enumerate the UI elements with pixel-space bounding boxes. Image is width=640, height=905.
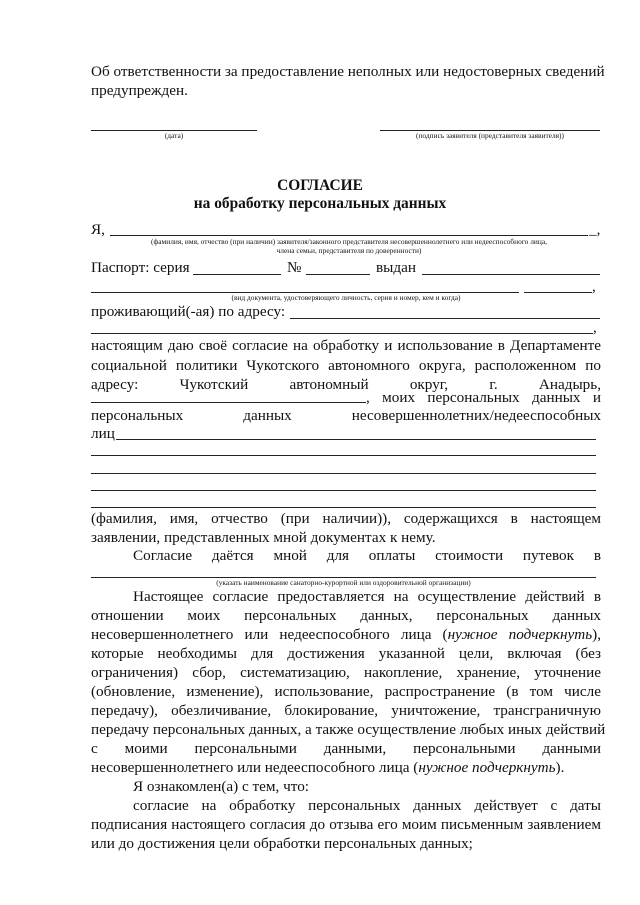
passport-issued-label: выдан	[376, 259, 416, 276]
consent-text-line: адресу: Чукотский автономный округ, г. Анадырь,	[91, 376, 601, 393]
passport-number-field[interactable]	[306, 274, 370, 275]
minors-name-field-3[interactable]	[91, 473, 596, 474]
warning-line-2: предупрежден.	[91, 82, 188, 99]
address-comma: ,	[593, 319, 597, 336]
consent-text-line: несовершеннолетнего или недееспособного лица (нужное подчеркнуть).	[91, 759, 565, 776]
minors-name-field-5[interactable]	[91, 507, 596, 508]
date-caption: (дата)	[164, 131, 184, 140]
passport-series-field[interactable]	[193, 274, 281, 275]
consent-text-line: подписания настоящего согласия до отзыва его моим письменным заявлением	[91, 816, 601, 833]
department-address-field[interactable]	[91, 402, 366, 403]
consent-text-line: Я ознакомлен(а) с тем, что:	[133, 778, 310, 795]
passport-number-label: №	[287, 259, 302, 276]
consent-text-line: которые необходимы для достижения указанной цели, включая (без	[91, 645, 601, 662]
consent-text-line: социальной политики Чукотского автономного округа, расположенном по	[91, 357, 601, 374]
passport-label: Паспорт: серия	[91, 259, 190, 276]
minors-name-field-2[interactable]	[91, 455, 596, 456]
consent-title: СОГЛАСИЕ	[277, 177, 363, 194]
consent-text-line: передачу), обезличивание, блокирование, уничтожение, трансграничную	[91, 702, 601, 719]
consent-text-line: согласие на обработку персональных данных действует с даты	[133, 797, 601, 814]
consent-text-line: персональных данных несовершеннолетних/недееспособных	[91, 407, 601, 424]
passport-comma: ,	[592, 278, 596, 295]
consent-text-line: ограничения) сбор, систематизацию, накопление, хранение, уточнение	[91, 664, 601, 681]
minors-name-field-1[interactable]	[116, 439, 596, 440]
organization-caption: (указать наименование санаторно-курортной или оздоровительной организации)	[216, 578, 471, 587]
consent-text-line: настоящим даю своё согласие на обработку и использование в Департаменте	[91, 337, 601, 354]
address-field[interactable]	[290, 318, 600, 319]
address-field-2[interactable]	[91, 333, 593, 334]
consent-text-line: отношении моих персональных данных, персональных данных	[91, 607, 601, 624]
applicant-name-field[interactable]	[110, 235, 588, 236]
minors-name-field-4[interactable]	[91, 490, 596, 491]
applicant-caption-1: (фамилия, имя, отчество (при наличии) заявителя/законного представителя несовершеннолетнего или недееспособного лица,	[151, 237, 547, 246]
consent-text-line: или до достижения цели обработки персональных данных;	[91, 835, 473, 852]
applicant-name-end: _,	[589, 221, 601, 238]
passport-doc-caption: (вид документа, удостоверяющего личность, серия и номер, кем и когда)	[231, 293, 461, 302]
consent-text-line: передачу персональных данных, а также осуществление любых иных действий	[91, 721, 606, 738]
address-label: проживающий(-ая) по адресу:	[91, 303, 286, 320]
passport-issued-field[interactable]	[422, 274, 600, 275]
applicant-prefix: Я,	[91, 221, 105, 238]
consent-text-line: с моими персональными данными, персональными данными	[91, 740, 601, 757]
signature-caption: (подпись заявителя (представителя заявителя))	[416, 131, 564, 140]
consent-text-line: заявлении, представленных мной документах к нему.	[91, 529, 436, 546]
consent-text-line: (обновление, изменение), использование, распространение (в том числе	[91, 683, 601, 700]
consent-subtitle: на обработку персональных данных	[193, 195, 447, 212]
consent-text-line: (фамилия, имя, отчество (при наличии)), содержащихся в настоящем	[91, 510, 601, 527]
consent-text-line: несовершеннолетнего или недееспособного лица (нужное подчеркнуть),	[91, 626, 601, 643]
applicant-caption-2: члена семьи, представителя по доверенности)	[276, 246, 422, 255]
consent-text-line: лиц	[91, 425, 115, 442]
consent-text-line: , моих персональных данных и	[366, 389, 601, 406]
consent-text-line: Настоящее согласие предоставляется на осуществление действий в	[133, 588, 601, 605]
consent-text-line: Согласие даётся мной для оплаты стоимости путевок в	[133, 547, 601, 564]
warning-line-1: Об ответственности за предоставление неполных или недостоверных сведений	[91, 63, 605, 80]
